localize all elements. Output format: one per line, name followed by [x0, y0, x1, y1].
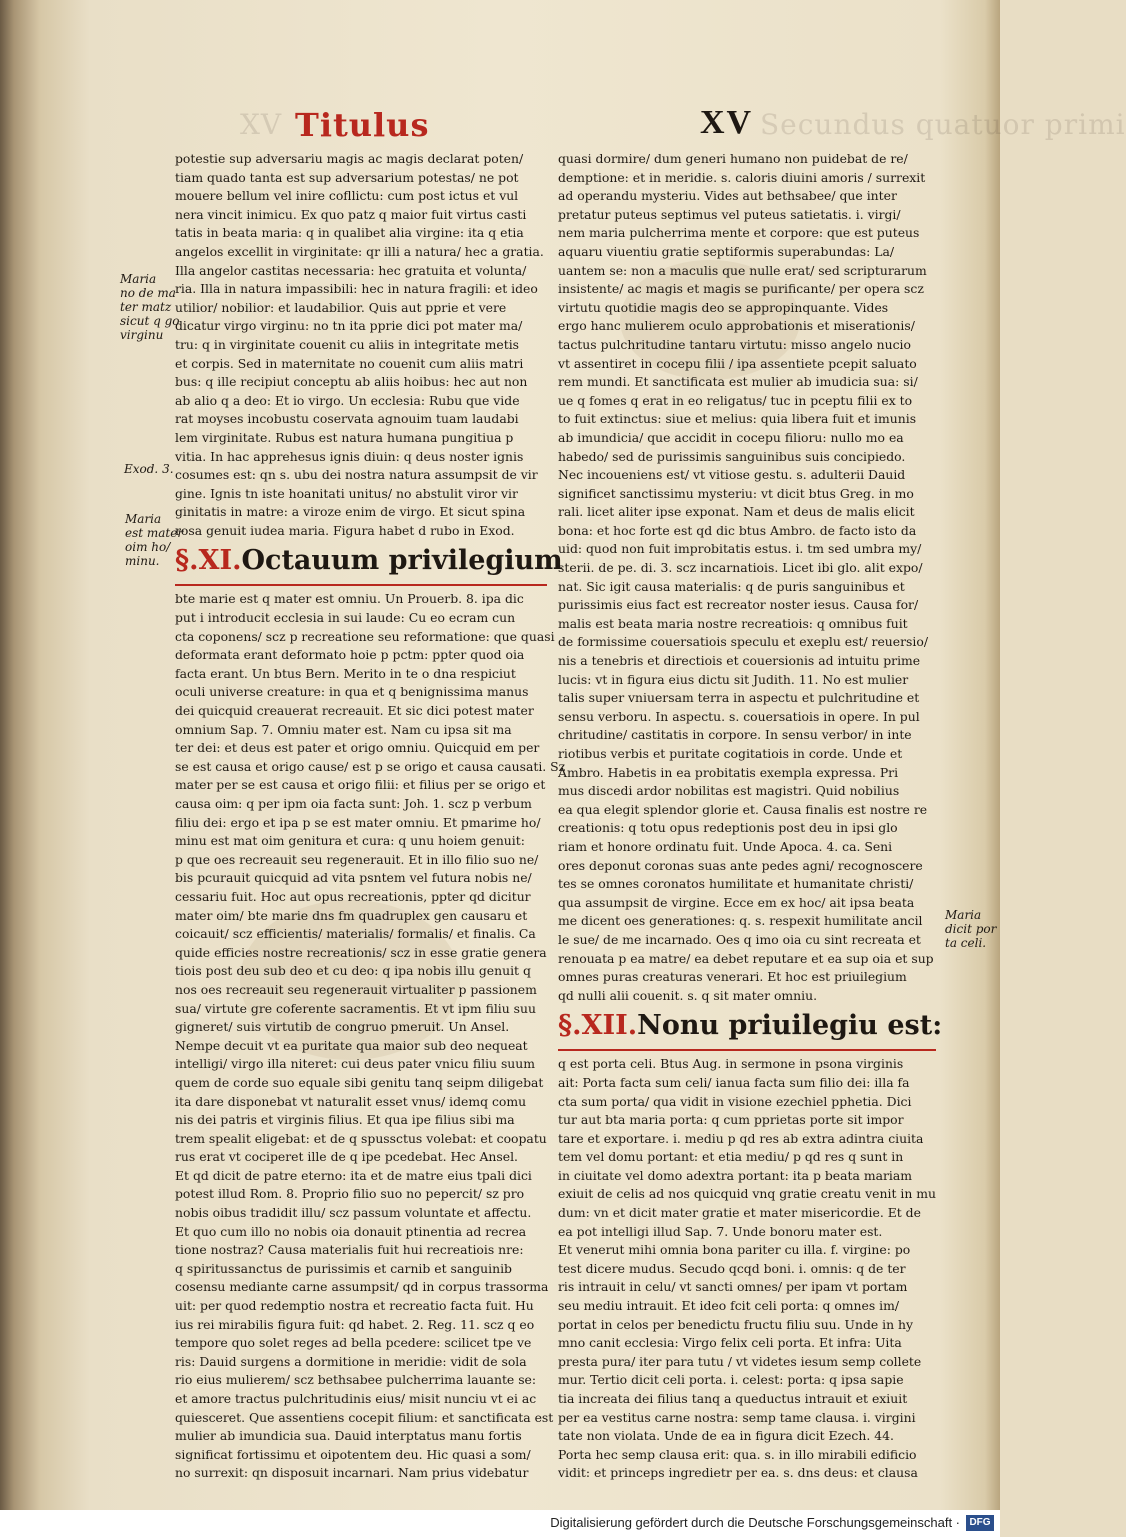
- text-line: rat moyses incobustu coservata agnouim tuam laudabi: [175, 411, 519, 427]
- text-line: bus: q ille recipiut conceptu ab aliis hoibus: hec aut non: [175, 374, 528, 390]
- text-line: coicauit/ scz efficientis/ materialis/ formalis/ et finalis. Ca: [175, 926, 536, 942]
- text-line: nera vincit inimicu. Ex quo patz q maior fuit virtus casti: [175, 206, 527, 222]
- left-column-text-block: [175, 150, 547, 540]
- text-line: potestie sup adversariu magis ac magis declarat poten/: [175, 151, 524, 166]
- text-line: presta pura/ iter para tutu / vt videtes iesum semp collete: [558, 1353, 922, 1369]
- text-line: cosensu mediante carne assumpsit/ qd in corpus trassorma: [175, 1279, 549, 1295]
- text-line: me dicent oes generationes: q. s. respexit humilitate ancil: [558, 913, 923, 929]
- text-line: tes se omnes coronatos humilitate et humanitate christi/: [558, 876, 914, 892]
- text-line: omnes puras creaturas venerari. Et hoc est priuilegium: [558, 969, 907, 985]
- text-line: tare et exportare. i. mediu p qd res ab extra adintra ciuita: [558, 1130, 924, 1146]
- text-line: trem spealit eligebat: et de q spussctus volebat: et coopatu: [175, 1130, 547, 1146]
- text-line: insistente/ ac magis et magis se purificante/ per opera scz: [558, 281, 924, 297]
- text-line: cta sum porta/ qua vidit in visione ezechiel pphetia. Dici: [558, 1093, 912, 1109]
- text-line: Ambro. Habetis in ea probitatis exempla expressa. Pri: [558, 764, 899, 780]
- text-line: tem vel domu portant: et etia mediu/ p qd res q sunt in: [558, 1149, 904, 1165]
- text-line: ad operandu mysteriu. Vides aut bethsabee/ que inter: [558, 188, 897, 204]
- text-line: bte marie est q mater est omniu. Un Prouerb. 8. ipa dic: [175, 591, 524, 607]
- text-line: per ea vestitus carne nostra: semp tame clausa. i. virgini: [558, 1409, 916, 1425]
- text-line: de formissime couersatiois speculu et exeplu est/ reuersio/: [558, 634, 929, 650]
- text-line: omnium Sap. 7. Omniu mater est. Nam cu ipsa sit ma: [175, 721, 512, 737]
- text-line: quem de corde suo equale sibi genitu tanq seipm diligebat: [175, 1074, 544, 1090]
- text-line: tru: q in virginitate couenit cu aliis in integritate metis: [175, 336, 520, 352]
- text-line: significat fortissimu et oipotentem deu. Hic quasi a som/: [175, 1446, 531, 1462]
- right-column-text-block: [558, 150, 936, 1005]
- text-line: Et quo cum illo no nobis oia donauit ptinentia ad recrea: [175, 1223, 527, 1239]
- text-line: Nec incoueniens est/ vt vitiose gestu. s. adulterii Dauid: [558, 467, 906, 483]
- text-line: ores deponut coronas suas ante pedes agni/ recognoscere: [558, 857, 923, 873]
- text-line: vidit: et princeps ingredietr per ea. s. dns deus: et clausa: [558, 1465, 918, 1481]
- text-line: tur aut bta maria porta: q cum pprietas porte sit impor: [558, 1112, 904, 1128]
- text-line: tione nostraz? Causa materialis fuit hui recreatiois nre:: [175, 1242, 524, 1258]
- text-line: tiam quado tanta est sup adversarium potestas/ ne pot: [175, 169, 519, 185]
- text-line: quiesceret. Que assentiens cocepit filium: et sanctificata est: [175, 1409, 554, 1425]
- text-line: oculi universe creature: in qua et q benignissima manus: [175, 684, 529, 700]
- text-line: q est porta celi. Btus Aug. in sermone in psona virginis: [558, 1056, 904, 1072]
- text-column-right: [558, 150, 943, 1483]
- text-line: rio eius mulierem/ scz bethsabee pulcherrima lauante se:: [175, 1372, 537, 1388]
- section-heading-xi: [175, 544, 563, 586]
- text-line: mater oim/ bte marie dns fm quadruplex gen causaru et: [175, 907, 528, 923]
- text-line: bis pcurauit quicquid ad vita psntem vel futura nobis ne/: [175, 870, 532, 886]
- bleed-through-right: Secundus quatuor primi: [760, 108, 1126, 141]
- text-line: rosa genuit iudea maria. Figura habet d rubo in Exod.: [175, 522, 515, 538]
- text-line: demptione: et in meridie. s. caloris diuini amoris / surrexit: [558, 169, 926, 185]
- text-line: cessariu fuit. Hoc aut opus recreationis, ppter qd dicitur: [175, 888, 531, 904]
- text-line: se est causa et origo cause/ est p se origo et causa causati. Sz: [175, 758, 566, 774]
- text-line: cta coponens/ scz p recreatione seu reformatione: que quasi: [175, 628, 555, 644]
- text-line: significet sanctissimu mysteriu: vt dicit btus Greg. in mo: [558, 485, 914, 501]
- text-line: ue q fomes q erat in eo religatus/ tuc in pceptu filii ex to: [558, 392, 913, 408]
- section-heading-text: Octauum privilegium: [241, 545, 563, 577]
- dfg-logo: DFG: [966, 1515, 994, 1531]
- text-line: seu mediu intrauit. Et ideo fcit celi porta: q omnes im/: [558, 1298, 900, 1314]
- text-line: no surrexit: qn disposuit incarnari. Nam prius videbatur: [175, 1465, 529, 1481]
- margin-note-exodus: Exod. 3.: [124, 462, 174, 476]
- text-line: qua assumpsit de virgine. Ecce em ex hoc/ ait ipsa beata: [558, 894, 915, 910]
- text-line: cosumes est: qn s. ubu dei nostra natura assumpsit de vir: [175, 467, 538, 483]
- text-line: gine. Ignis tn iste hoanitati unitus/ no abstulit viror vir: [175, 485, 518, 501]
- text-line: nis dei patris et virginis filius. Et qua ipe filius sibi ma: [175, 1112, 515, 1128]
- running-title-text: Titulus: [295, 106, 430, 144]
- running-header: [185, 100, 945, 150]
- left-column-text-block: [175, 590, 566, 1483]
- text-line: ginitatis in matre: a viroze enim de virgo. Et sicut spina: [175, 504, 526, 520]
- text-line: habedo/ sed de purissimis sanguinibus suis concipiedo.: [558, 448, 906, 464]
- text-line: pretatur puteus septimus vel puteus satietatis. i. virgi/: [558, 206, 901, 222]
- text-line: dicatur virgo virginu: no tn ita pprie dici pot mater ma/: [175, 318, 523, 334]
- margin-note-maria-mater: Maria no de ma ter matz sicut q go virginu: [120, 272, 180, 342]
- text-line: put i introducit ecclesia in sui laude: Cu eo ecram cun: [175, 610, 516, 626]
- text-line: Et qd dicit de patre eterno: ita et de matre eius tpali dici: [175, 1167, 532, 1183]
- text-line: facta erant. Un btus Bern. Merito in te o dna respiciut: [175, 665, 516, 681]
- text-line: vt assentiret in cocepu filii / ipa assentiete pcepit saluato: [558, 355, 917, 371]
- text-line: mouere bellum vel inire cofllictu: cum post ictus et vul: [175, 188, 519, 204]
- text-line: intelligi/ virgo illa niteret: cui deus pater vnicu filiu suum: [175, 1056, 536, 1072]
- text-line: le sue/ de me incarnado. Oes q imo oia cu sint recreata et: [558, 931, 921, 947]
- text-line: tempore quo solet reges ad bella pcedere: scilicet tpe ve: [175, 1335, 532, 1351]
- text-line: malis est beata maria nostre recreatiois: q omnibus fuit: [558, 615, 908, 631]
- text-line: ait: Porta facta sum celi/ ianua facta sum filio dei: illa fa: [558, 1074, 910, 1090]
- paragraph-mark: §.XI.: [175, 545, 242, 577]
- text-line: test dicere mudus. Secudo qcqd boni. i. omnis: q de ter: [558, 1260, 906, 1276]
- text-line: minu est mat oim genitura et cura: q unu hoiem genuit:: [175, 833, 525, 849]
- text-line: nat. Sic igit causa materialis: q de puris sanguinibus et: [558, 578, 905, 594]
- folio-number: XV: [700, 104, 754, 141]
- text-line: uit: per quod redemptio nostra et recreatio facta fuit. Hu: [175, 1298, 534, 1314]
- text-line: tia increata dei filius tanq a queductus intrauit et exiuit: [558, 1391, 908, 1406]
- text-line: ius rei mirabilis figura fuit: qd habet. 2. Reg. 11. scz q eo: [175, 1316, 535, 1332]
- text-line: nos oes recreauit seu regenerauit virtualiter p passionem: [175, 981, 537, 997]
- text-line: gigneret/ suis virtutib de congruo pmeruit. Un Ansel.: [175, 1019, 510, 1035]
- text-line: talis super vniuersam terra in aspectu et pulchritudine et: [558, 690, 920, 706]
- text-line: riam et honore ordinatu fuit. Unde Apoca. 4. ca. Seni: [558, 838, 893, 854]
- text-line: lucis: vt in figura eius dictu sit Judith. 11. No est mulier: [558, 671, 909, 687]
- text-line: uid: quod non fuit improbitatis estus. i. tm sed umbra my/: [558, 541, 922, 557]
- text-line: in ciuitate vel domo adextra portant: ita p beata mariam: [558, 1167, 912, 1183]
- text-line: uantem se: non a maculis que nulle erat/ sed scripturarum: [558, 262, 927, 278]
- text-line: rus erat vt cociperet ille de q ipe pcedebat. Hec Ansel.: [175, 1149, 518, 1165]
- text-line: dum: vn et dicit mater gratie et mater misericordie. Et de: [558, 1205, 921, 1221]
- paragraph-mark: §.XII.: [558, 1010, 638, 1042]
- text-line: potest illud Rom. 8. Proprio filio suo no pepercit/ sz pro: [175, 1186, 525, 1202]
- text-line: purissimis eius fact est recreator noster iesus. Causa for/: [558, 597, 919, 613]
- text-line: nis a tenebris et directiois et couersionis ad intuitu prime: [558, 653, 921, 669]
- text-line: mur. Tertio dicit celi porta. i. celest: porta: q ipsa sapie: [558, 1372, 904, 1388]
- text-line: ita dare disponebat vt naturalit esset vnus/ idemq comu: [175, 1093, 527, 1109]
- text-line: causa oim: q per ipm oia facta sunt: Joh. 1. scz p verbum: [175, 796, 532, 811]
- text-line: tate non violata. Unde de ea in figura dicit Ezech. 44.: [558, 1428, 894, 1444]
- digitization-footer: [0, 1510, 1000, 1537]
- right-column-text-block: [558, 1055, 936, 1483]
- text-line: chritudine/ castitatis in corpore. In sensu verbor/ in inte: [558, 727, 912, 743]
- text-line: tiois post deu sub deo et cu deo: q ipa nobis illu genuit q: [175, 963, 531, 979]
- text-line: utilior/ nobilior: et laudabilior. Quis aut pprie et vere: [175, 299, 507, 315]
- margin-note-porta-celi: Maria dicit por ta celi.: [945, 908, 997, 950]
- text-line: angelos excellit in virginitate: qr illi a natura/ hec a gratia.: [175, 243, 544, 259]
- text-line: ab imundicia/ que accidit in cocepu filioru: nullo mo ea: [558, 429, 904, 445]
- text-line: exiuit de celis ad nos quicquid vnq gratie creatu venit in mu: [558, 1186, 936, 1202]
- text-line: dei quicquid creauerat recreauit. Et sic dici potest mater: [175, 703, 534, 719]
- text-line: sterii. de pe. di. 3. scz incarnatiois. Licet ibi glo. alit expo/: [558, 560, 923, 576]
- text-line: creationis: q totu opus redeptionis post deu in ipsi glo: [558, 820, 898, 836]
- text-line: lem virginitate. Rubus est natura humana pungitiua p: [175, 429, 514, 445]
- text-line: vitia. In hac apprehesus ignis diuin: q deus noster ignis: [175, 448, 524, 464]
- text-line: p que oes recreauit seu regenerauit. Et in illo filio suo ne/: [175, 851, 539, 867]
- text-line: mater per se est causa et origo filii: et filius per se origo et: [175, 777, 546, 793]
- bleed-through-left: XV: [240, 108, 283, 141]
- text-line: mulier ab imundicia sua. Dauid interptatus manu fortis: [175, 1428, 522, 1444]
- text-column-left: [175, 150, 566, 1483]
- text-line: tatis in beata maria: q in qualibet alia virgine: ita q etia: [175, 225, 524, 241]
- text-line: bona: et hoc forte est qd dic btus Ambro. de facto isto da: [558, 522, 917, 538]
- section-heading-text: Nonu priuilegiu est:: [637, 1010, 943, 1042]
- text-line: Et venerut mihi omnia bona pariter cu illa. f. virgine: po: [558, 1242, 911, 1258]
- text-line: q spiritussanctus de purissimis et carnib et sanguinib: [175, 1260, 512, 1276]
- text-line: mno canit ecclesia: Virgo felix celi porta. Et infra: Uita: [558, 1335, 902, 1351]
- text-line: filiu dei: ergo et ipa p se est mater omniu. Et pmarime ho/: [175, 814, 541, 830]
- text-line: et corpis. Sed in maternitate no couenit cum aliis matri: [175, 355, 524, 371]
- text-line: virtutu quotidie magis deo se appropinquante. Vides: [558, 299, 889, 315]
- text-line: ergo hanc mulierem oculo approbationis et miserationis/: [558, 318, 915, 334]
- text-line: Porta hec semp clausa erit: qua. s. in illo mirabili edificio: [558, 1446, 917, 1462]
- text-line: deformata erant deformato hoie p pctm: ppter quod oia: [175, 647, 525, 663]
- text-line: ris: Dauid surgens a dormitione in meridie: vidit de sola: [175, 1353, 527, 1369]
- text-line: ea qua elegit splendor glorie et. Causa finalis est nostre re: [558, 801, 928, 817]
- text-line: nem maria pulcherrima mente et corpore: que est puteus: [558, 225, 920, 241]
- text-line: qd nulli alii couenit. s. q sit mater omniu.: [558, 987, 818, 1003]
- footer-credit: Digitalisierung gefördert durch die Deutsche Forschungsgemeinschaft ·: [550, 1515, 960, 1530]
- text-line: et amore tractus pulchritudinis eius/ misit nunciu vt ei ac: [175, 1391, 537, 1406]
- text-line: ea pot intelligi illud Sap. 7. Unde bonoru mater est.: [558, 1223, 883, 1239]
- margin-note-mater-omnium: Maria est mater oim ho/ minu.: [125, 512, 184, 568]
- text-line: renouata p ea matre/ ea debet reputare et ea sup oia et sup: [558, 950, 934, 966]
- text-line: aquaru viuentiu gratie septiformis superabundas: La/: [558, 243, 895, 259]
- running-title: [295, 106, 429, 144]
- text-line: rem mundi. Et sanctificata est mulier ab imudicia sua: si/: [558, 374, 918, 390]
- text-line: sua/ virtute gre coferente sacramentis. Et vt ipm filiu suu: [175, 1000, 536, 1016]
- text-line: Illa angelor castitas necessaria: hec gratuita et volunta/: [175, 262, 527, 278]
- text-line: tactus pulchritudine tantaru virtutu: misso angelo nucio: [558, 336, 911, 352]
- text-line: quasi dormire/ dum generi humano non puidebat de re/: [558, 151, 908, 166]
- text-line: rali. licet aliter ipse exponat. Nam et deus de malis elicit: [558, 504, 915, 520]
- text-line: portat in celos per benedictu fructu filiu suu. Unde in hy: [558, 1316, 914, 1332]
- text-line: nobis oibus tradidit illu/ scz passum voluntate et affectu.: [175, 1205, 532, 1221]
- text-line: sensu verboru. In aspectu. s. couersatiois in opere. In pul: [558, 708, 920, 724]
- text-line: ris intrauit in celu/ vt sancti omnes/ per ipam vt portam: [558, 1279, 908, 1295]
- text-line: ria. Illa in natura impassibili: hec in natura fragili: et ideo: [175, 281, 538, 297]
- text-line: ter dei: et deus est pater et origo omniu. Quicquid em per: [175, 740, 540, 756]
- text-line: quide efficies nostre recreationis/ scz in esse gratie genera: [175, 944, 547, 960]
- text-line: mus discedi ardor nobilitas est magistri. Quid nobilius: [558, 783, 900, 799]
- text-line: to fuit extinctus: siue et melius: quia libera fuit et imunis: [558, 411, 917, 427]
- text-line: riotibus verbis et puritate cogitatiois in corde. Unde et: [558, 746, 903, 761]
- section-heading-xii: [558, 1009, 943, 1051]
- text-line: ab alio q a deo: Et io virgo. Un ecclesia: Rubu que vide: [175, 392, 520, 408]
- text-line: Nempe decuit vt ea puritate qua maior sub deo nequeat: [175, 1037, 528, 1053]
